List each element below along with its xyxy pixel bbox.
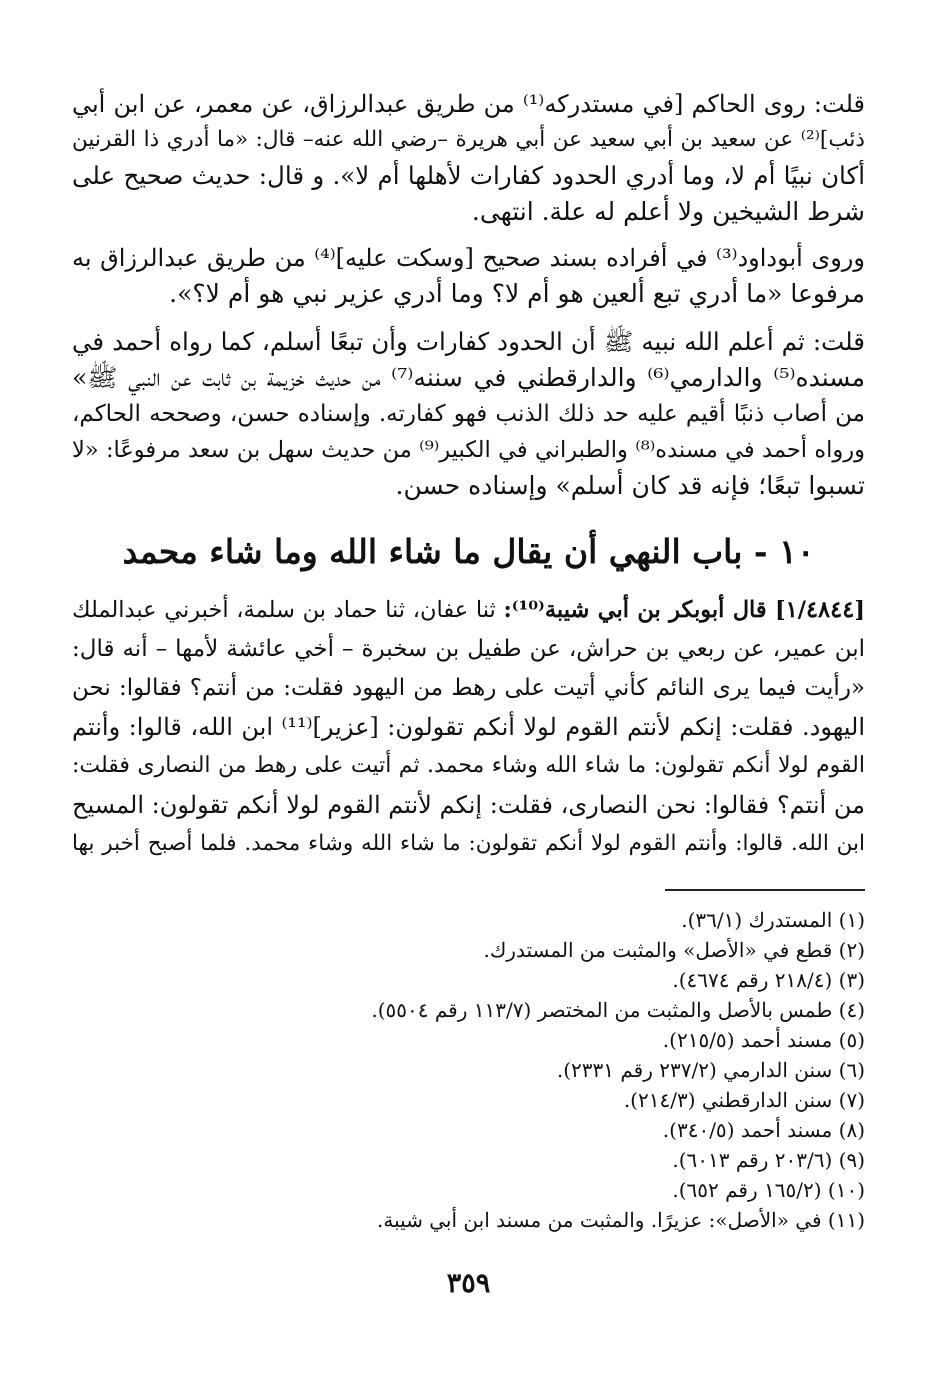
footnote-4: (٤) طمس بالأصل والمثبت من المختصر (١١٣/٧ رقم ٥٥٠٤). [371,998,865,1022]
footnote-2: (٢) قطع في «الأصل» والمثبت من المستدرك. [483,938,865,962]
paragraph-3-line-1: قلت: ثم أعلم الله نبيه ﷺ أن الحدود كفارات وأن تبعًا أسلم، كما رواه أحمد في [72,327,865,356]
hadith-line-3: «رأيت فيما يرى النائم كأني أتيت على رهط من اليهود فقلت: من أنتم؟ فقالوا: نحن [72,675,865,701]
hadith-line-2: ابن عمير، عن ربعي بن حراش، عن طفيل بن سخبرة – أخي عائشة لأمها – أنه قال: [72,636,865,662]
paragraph-2-line-2: مرفوعا «ما أدري تبع ألعين هو أم لا؟ وما أدري عزير نبي هو أم لا؟». [169,279,865,308]
paragraph-1-line-4: شرط الشيخين ولا أعلم له علة. انتهى. [471,197,865,226]
hadith-line-1 [72,592,865,628]
paragraph-1-line-3: أكان نبيًا أم لا، وما أدري الحدود كفارات لأهلها أم لا». و قال: حديث صحيح على [72,161,865,190]
hadith-line-1-text: ثنا عفان، ثنا حماد بن سلمة، أخبرني عبدالملك [72,597,504,623]
paragraph-3-line-2: مسنده⁽⁵⁾ والدارمي⁽⁶⁾ والدارقطني في سننه⁽⁷⁾ من حديث خزيمة بن ثابت عن النبي ﷺ» [72,363,865,392]
hadith-header: [١/٤٨٤٤] قال أبوبكر بن أبي شيبة⁽¹⁰⁾: [503,597,865,623]
footnote-5: (٥) مسند أحمد (٢١٥/٥). [662,1028,865,1052]
footnote-7: (٧) سنن الدارقطني (٢١٤/٣). [623,1088,865,1112]
paragraph-2-line-1: وروى أبوداود⁽³⁾ في أفراده بسند صحيح [وسكت عليه]⁽⁴⁾ من طريق عبدالرزاق به [72,244,865,272]
page-number: ٣٥٩ [446,1268,491,1299]
chapter-heading: ١٠ - باب النهي أن يقال ما شاء الله وما شاء محمد [122,532,815,571]
paragraph-1-line-2: ذئب]⁽²⁾ عن سعيد بن أبي سعيد عن أبي هريرة –رضي الله عنه– قال: «ما أدري ذا القرنين [72,127,865,152]
footnote-6: (٦) سنن الدارمي (٢٣٧/٢ رقم ٢٣٣١). [556,1058,865,1082]
paragraph-3-line-3: من أصاب ذنبًا أقيم عليه حد ذلك الذنب فهو كفارته. وإسناده حسن، وصححه الحاكم، [72,401,865,427]
paragraph-3-line-5: تسبوا تبعًا؛ فإنه قد كان أسلم» وإسناده حسن. [395,471,865,500]
hadith-line-7: ابن الله. قالوا: وأنتم القوم لولا أنكم تقولون: ما شاء الله وشاء محمد. فلما أصبح أخبر بها [72,831,865,856]
footnote-10: (١٠) (١٦٥/٢ رقم ٦٥٢). [672,1178,865,1202]
footnote-9: (٩) (٢٠٣/٦ رقم ٦٠١٣). [672,1148,865,1172]
paragraph-1-line-1: قلت: روى الحاكم [في مستدركه⁽¹⁾ من طريق عبدالرزاق، عن معمر، عن ابن أبي [72,90,865,118]
footnote-8: (٨) مسند أحمد (٣٤٠/٥). [662,1118,865,1142]
footnote-3: (٣) (٢١٨/٤ رقم ٤٦٧٤). [672,968,865,992]
hadith-line-6: من أنتم؟ فقالوا: نحن النصارى، فقلت: إنكم لأنتم القوم لولا أنكم تقولون: المسيح [72,791,865,819]
footnote-separator [665,889,865,891]
footnote-1: (١) المستدرك (٣٦/١). [681,908,865,932]
paragraph-3-line-4: ورواه أحمد في مسنده⁽⁸⁾ والطبراني في الكبير⁽⁹⁾ من حديث سهل بن سعد مرفوعًا: «لا [72,437,865,463]
hadith-line-5: القوم لولا أنكم تقولون: ما شاء الله وشاء محمد. ثم أتيت على رهط من النصارى فقلت: [72,753,865,778]
footnote-11: (١١) في «الأصل»: عزيرًا. والمثبت من مسند ابن أبي شيبة. [377,1208,865,1232]
hadith-line-4: اليهود. فقلت: إنكم لأنتم القوم لولا أنكم تقولون: [عزير]⁽¹¹⁾ ابن الله، قالوا: وأنتم [72,713,865,741]
